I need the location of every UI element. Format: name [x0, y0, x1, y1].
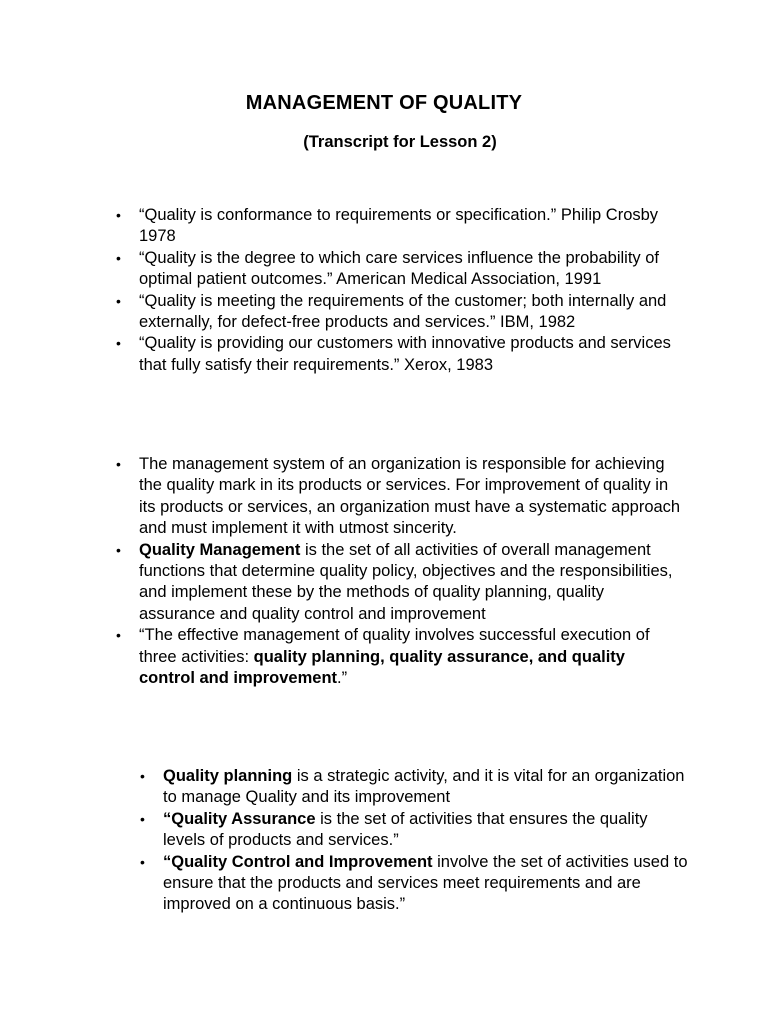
list-item [114, 248, 674, 291]
bullet-icon: • [116, 456, 121, 472]
activity-text: involve the set of activities used to ensure that the products and services meet requirements and are improved on a continuous basis.” [163, 852, 688, 914]
document-subtitle: (Transcript for Lesson 2) [303, 133, 497, 151]
bold-term: Quality Management [139, 540, 301, 559]
list-item [114, 454, 684, 540]
quality-management-list [114, 454, 684, 689]
management-text: The management system of an organization is responsible for achieving the quality mark in its products or services. For improvement of quality in its products or services, an organization must have a systematic approach and must implement it with utmost sincerity. [139, 455, 681, 538]
bullet-icon: • [140, 810, 145, 827]
list-item [138, 852, 688, 916]
list-item [114, 540, 684, 626]
activity-text: is a strategic activity, and it is vital for an organization to manage Quality and its improvement [163, 767, 685, 807]
bullet-icon: • [116, 627, 121, 644]
list-item [138, 766, 688, 809]
document-title: MANAGEMENT OF QUALITY [245, 92, 523, 114]
bullet-icon: • [140, 768, 145, 784]
bullet-icon: • [116, 249, 121, 266]
definition-text: “Quality is conformance to requirements or specification.” Philip Crosby 1978 [139, 206, 659, 246]
list-item [114, 625, 684, 689]
management-text-end: .” [337, 669, 348, 688]
bold-term: quality planning, quality assurance, and quality control and improvement [139, 647, 625, 688]
bullet-icon: • [140, 853, 145, 870]
quality-definitions-list [114, 205, 674, 376]
list-item [114, 333, 674, 376]
bold-term: “Quality Control and Improvement [163, 852, 433, 871]
bullet-icon: • [116, 292, 121, 309]
activity-text: is the set of activities that ensures the quality levels of products and services.” [163, 809, 648, 850]
definition-text: “Quality is the degree to which care services influence the probability of optimal patient outcomes.” American Medical Association, 1991 [139, 248, 660, 289]
definition-text: “Quality is meeting the requirements of the customer; both internally and externally, for defect-free products and services.” IBM, 1982 [139, 291, 667, 332]
management-text: is the set of all activities of overall management functions that determine quality policy, objectives and the responsibilities, and implement these by the methods of quality planning, quality assurance and quality control and improvement [139, 540, 673, 623]
quality-activities-list [138, 766, 688, 916]
bold-term: “Quality Assurance [163, 809, 316, 828]
bullet-icon: • [116, 207, 121, 223]
list-item [138, 809, 688, 852]
management-text: “The effective management of quality involves successful execution of three activities: [139, 626, 650, 666]
bullet-icon: • [116, 541, 121, 558]
list-item [114, 291, 674, 334]
bold-term: Quality planning [163, 767, 293, 785]
definition-text: “Quality is providing our customers with innovative products and services that fully satisfy their requirements.” Xerox, 1983 [139, 334, 671, 374]
bullet-icon: • [116, 335, 121, 352]
list-item [114, 205, 674, 248]
